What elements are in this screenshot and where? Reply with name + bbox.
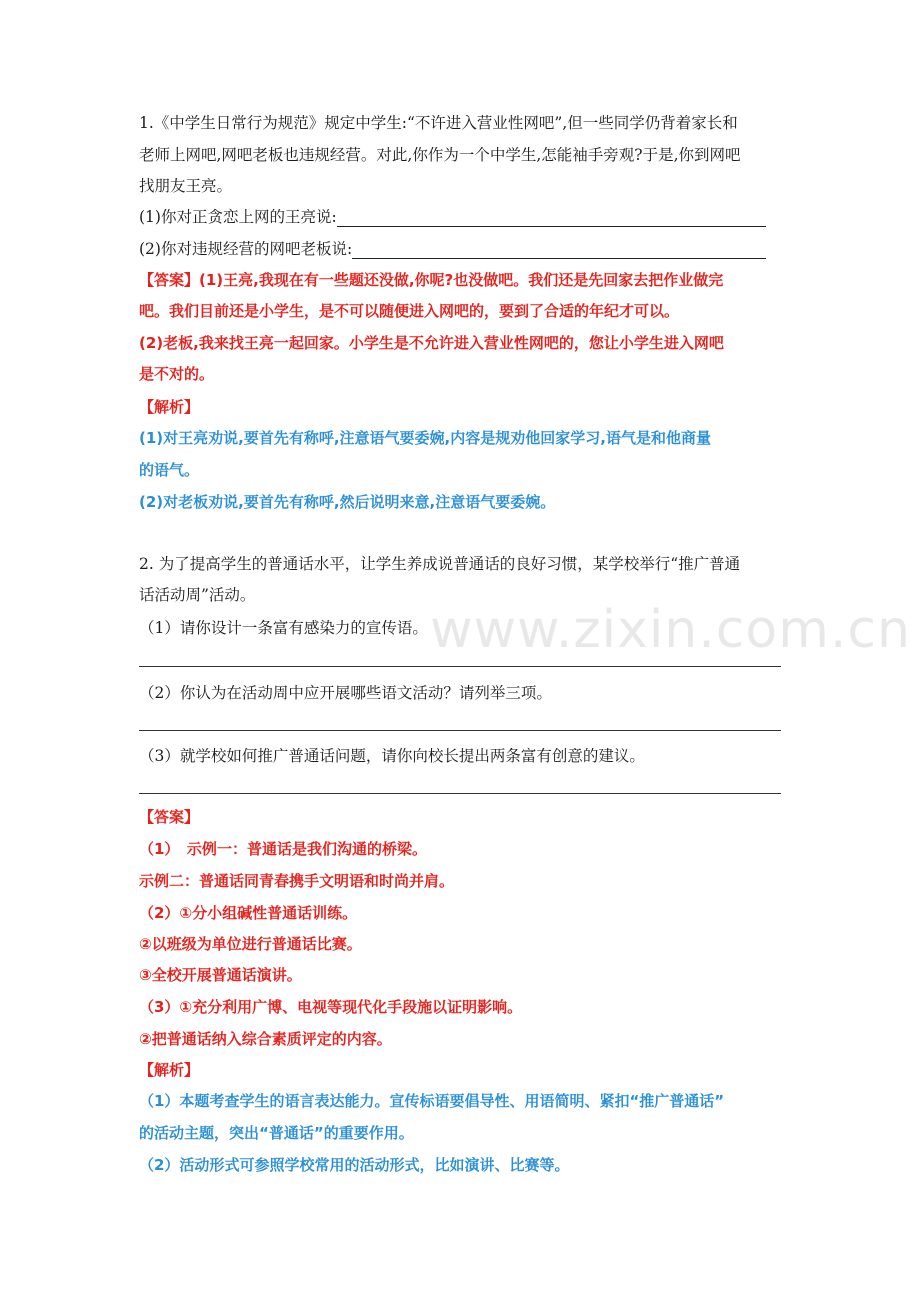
q1-sub-1-text: (1)你对正贪恋上网的王亮说: bbox=[139, 208, 337, 226]
q1-analysis-line-1: (1)对王亮劝说,要首先有称呼,注意语气要委婉,内容是规劝他回家学习,语气是和他商量 bbox=[139, 429, 711, 447]
q1-sub-2-blank[interactable] bbox=[352, 242, 766, 259]
q2-sub-2: （2）你认为在活动周中应开展哪些语文活动？请列举三项。 bbox=[139, 684, 552, 702]
q2-answer-line-1: （1） 示例一：普通话是我们沟通的桥梁。 bbox=[139, 840, 427, 858]
q2-sub-1-answer-line[interactable] bbox=[139, 666, 781, 667]
q1-sub-2-text: (2)你对违规经营的网吧老板说: bbox=[139, 240, 353, 258]
q1-stem-line-2: 老师上网吧,网吧老板也违规经营。对此,你作为一个中学生,怎能袖手旁观?于是,你到网吧 bbox=[139, 146, 741, 164]
q2-sub-3-answer-line[interactable] bbox=[139, 793, 781, 794]
q2-analysis-line-1: （1）本题考查学生的语言表达能力。宣传标语要倡导性、用语简明、紧扣“推广普通话” bbox=[139, 1092, 725, 1110]
q2-analysis-tag: 【解析】 bbox=[139, 1061, 200, 1079]
q1-stem-line-3: 找朋友王亮。 bbox=[139, 177, 233, 195]
q2-sub-3: （3）就学校如何推广普通话问题，请你向校长提出两条富有创意的建议。 bbox=[139, 747, 645, 765]
q1-analysis-tag: 【解析】 bbox=[139, 398, 200, 416]
q2-analysis-line-3: （2）活动形式可参照学校常用的活动形式，比如演讲、比赛等。 bbox=[139, 1156, 570, 1174]
q1-sub-1-blank[interactable] bbox=[337, 210, 766, 227]
q1-stem-line-1: 1.《中学生日常行为规范》规定中学生:“不许进入营业性网吧”,但一些同学仍背着家长和 bbox=[139, 114, 738, 132]
q2-answer-tag: 【答案】 bbox=[139, 808, 200, 826]
q1-answer-text-1: (1)王亮,我现在有一些题还没做,你呢?也没做吧。我们还是先回家去把作业做完 bbox=[199, 271, 724, 289]
q2-answer-line-3: （2）①分小组碱性普通话训练。 bbox=[139, 904, 358, 922]
q2-analysis-line-2: 的活动主题，突出“普通话”的重要作用。 bbox=[139, 1124, 414, 1142]
watermark: www.zixin.com.cn bbox=[430, 600, 911, 660]
q1-sub-2 bbox=[139, 239, 799, 259]
q2-stem-line-2: 话活动周”活动。 bbox=[139, 586, 256, 604]
q1-analysis-line-2: 的语气。 bbox=[139, 461, 200, 479]
q1-answer-tag: 【答案】 bbox=[139, 271, 200, 289]
q2-answer-line-2: 示例二：普通话同青春携手文明语和时尚并肩。 bbox=[139, 872, 455, 890]
q2-stem-line-1: 2. 为了提高学生的普通话水平，让学生养成说普通话的良好习惯，某学校举行“推广普通 bbox=[139, 555, 741, 573]
q1-answer-line-3: (2)老板,我来找王亮一起回家。小学生是不允许进入营业性网吧的，您让小学生进入网吧 bbox=[139, 334, 724, 352]
q2-answer-line-4: ②以班级为单位进行普通话比赛。 bbox=[139, 935, 362, 953]
q1-sub-1 bbox=[139, 207, 799, 227]
q2-answer-line-5: ③全校开展普通话演讲。 bbox=[139, 966, 302, 984]
q2-answer-line-6: （3）①充分利用广博、电视等现代化手段施以证明影响。 bbox=[139, 998, 523, 1016]
q1-analysis-line-3: (2)对老板劝说,要首先有称呼,然后说明来意,注意语气要委婉。 bbox=[139, 493, 556, 511]
q1-answer-line-2: 吧。我们目前还是小学生，是不可以随便进入网吧的，要到了合适的年纪才可以。 bbox=[139, 302, 680, 320]
q2-sub-1: （1）请你设计一条富有感染力的宣传语。 bbox=[139, 619, 428, 637]
q1-answer-line-4: 是不对的。 bbox=[139, 365, 215, 383]
q2-answer-line-7: ②把普通话纳入综合素质评定的内容。 bbox=[139, 1030, 392, 1048]
q2-sub-2-answer-line[interactable] bbox=[139, 730, 781, 731]
q1-answer-line-1 bbox=[139, 270, 799, 290]
